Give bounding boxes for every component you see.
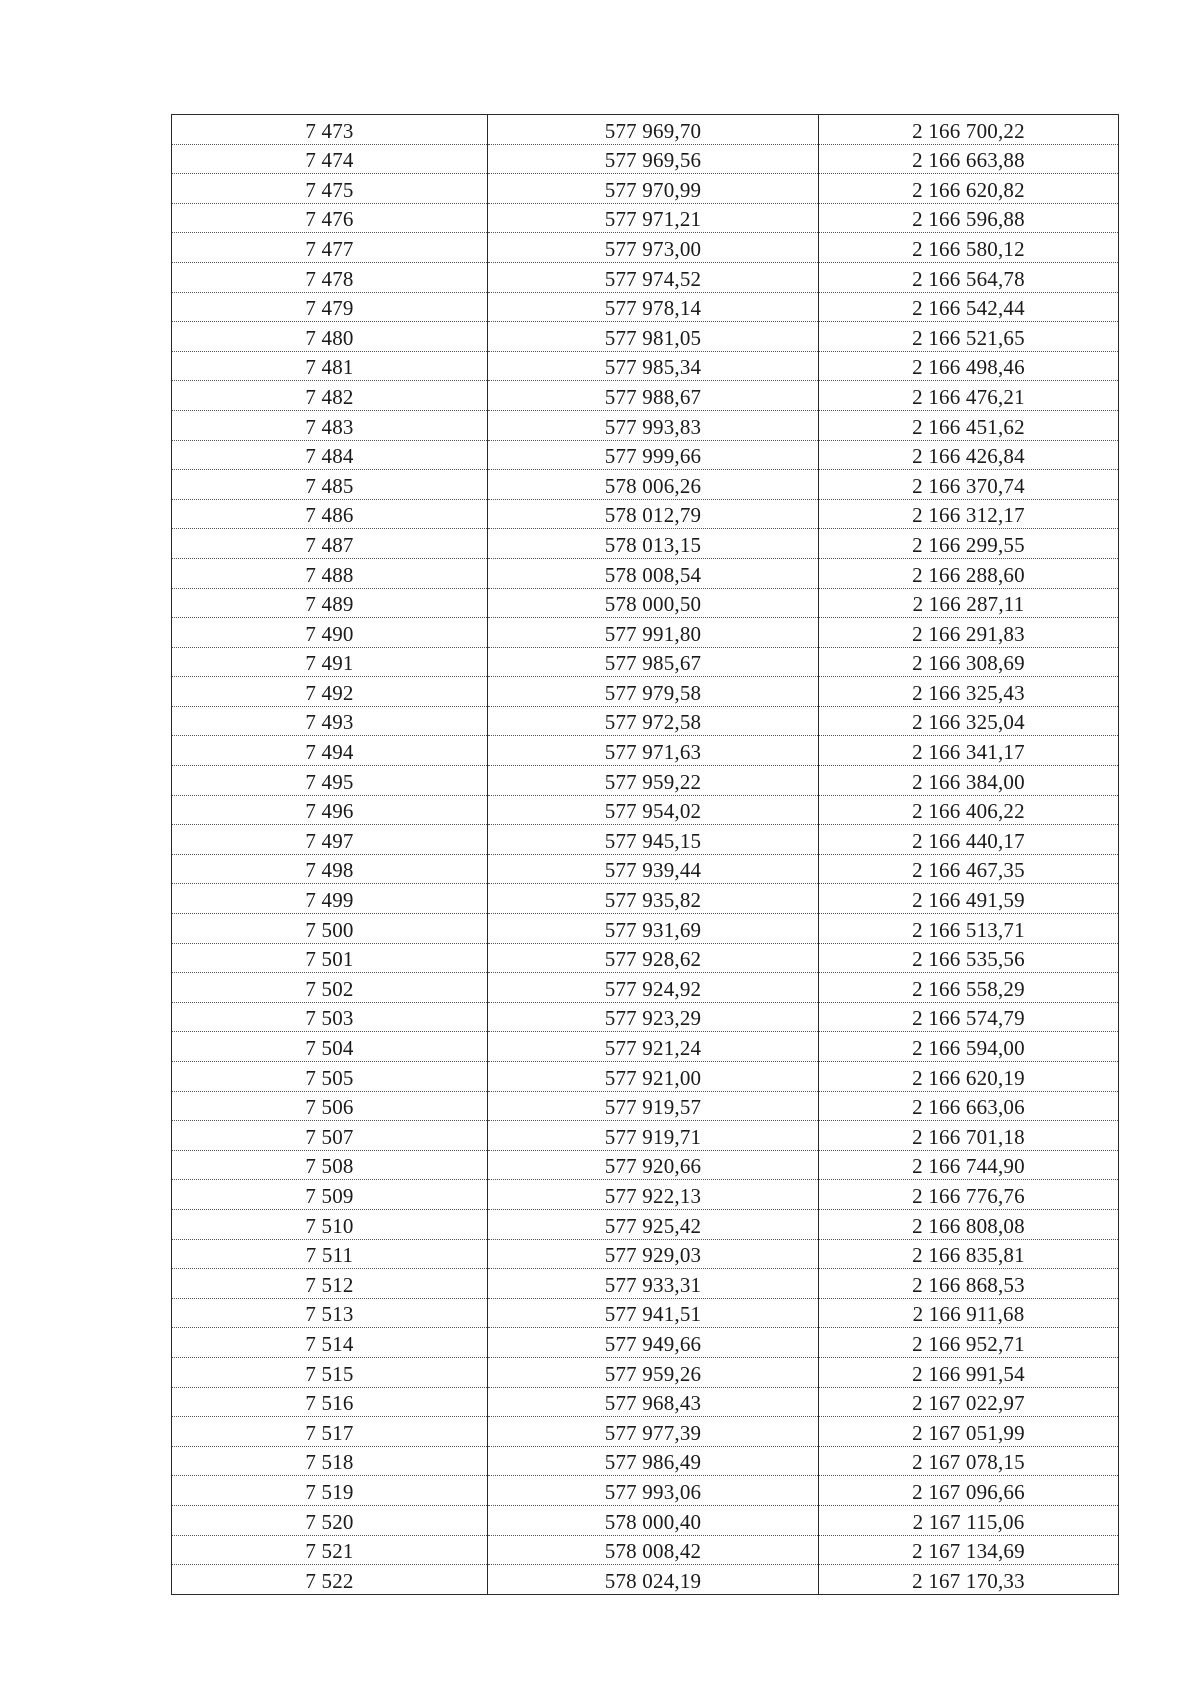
y-coordinate-cell: 2 166 384,00 <box>819 766 1119 796</box>
point-number-cell: 7 521 <box>172 1535 488 1565</box>
table-row <box>172 588 1119 618</box>
table-row <box>172 1535 1119 1565</box>
y-coordinate-cell: 2 167 134,69 <box>819 1535 1119 1565</box>
table-row <box>172 351 1119 381</box>
x-coordinate-cell: 577 974,52 <box>488 262 819 292</box>
table-row <box>172 262 1119 292</box>
point-number-cell: 7 492 <box>172 677 488 707</box>
y-coordinate-cell: 2 166 663,06 <box>819 1091 1119 1121</box>
table-row <box>172 1032 1119 1062</box>
x-coordinate-cell: 577 924,92 <box>488 973 819 1003</box>
y-coordinate-cell: 2 166 467,35 <box>819 854 1119 884</box>
x-coordinate-cell: 577 954,02 <box>488 795 819 825</box>
y-coordinate-cell: 2 166 299,55 <box>819 529 1119 559</box>
table-row <box>172 440 1119 470</box>
table-row <box>172 854 1119 884</box>
table-row <box>172 144 1119 174</box>
x-coordinate-cell: 577 928,62 <box>488 943 819 973</box>
table-row <box>172 1209 1119 1239</box>
x-coordinate-cell: 577 959,22 <box>488 766 819 796</box>
x-coordinate-cell: 577 969,56 <box>488 144 819 174</box>
point-number-cell: 7 508 <box>172 1150 488 1180</box>
table-row <box>172 973 1119 1003</box>
x-coordinate-cell: 577 986,49 <box>488 1446 819 1476</box>
table-row <box>172 1062 1119 1092</box>
y-coordinate-cell: 2 167 170,33 <box>819 1565 1119 1595</box>
y-coordinate-cell: 2 166 535,56 <box>819 943 1119 973</box>
point-number-cell: 7 517 <box>172 1417 488 1447</box>
point-number-cell: 7 509 <box>172 1180 488 1210</box>
point-number-cell: 7 489 <box>172 588 488 618</box>
x-coordinate-cell: 577 981,05 <box>488 322 819 352</box>
x-coordinate-cell: 577 985,67 <box>488 647 819 677</box>
coordinates-table-body <box>172 115 1119 1595</box>
y-coordinate-cell: 2 166 558,29 <box>819 973 1119 1003</box>
x-coordinate-cell: 578 012,79 <box>488 499 819 529</box>
point-number-cell: 7 522 <box>172 1565 488 1595</box>
point-number-cell: 7 503 <box>172 1002 488 1032</box>
y-coordinate-cell: 2 166 325,04 <box>819 706 1119 736</box>
point-number-cell: 7 502 <box>172 973 488 1003</box>
table-row <box>172 1565 1119 1595</box>
y-coordinate-cell: 2 166 325,43 <box>819 677 1119 707</box>
point-number-cell: 7 474 <box>172 144 488 174</box>
table-row <box>172 499 1119 529</box>
point-number-cell: 7 483 <box>172 410 488 440</box>
x-coordinate-cell: 577 969,70 <box>488 115 819 145</box>
x-coordinate-cell: 578 000,50 <box>488 588 819 618</box>
point-number-cell: 7 505 <box>172 1062 488 1092</box>
y-coordinate-cell: 2 166 701,18 <box>819 1121 1119 1151</box>
x-coordinate-cell: 577 939,44 <box>488 854 819 884</box>
point-number-cell: 7 491 <box>172 647 488 677</box>
x-coordinate-cell: 577 949,66 <box>488 1328 819 1358</box>
y-coordinate-cell: 2 166 580,12 <box>819 233 1119 263</box>
point-number-cell: 7 511 <box>172 1239 488 1269</box>
point-number-cell: 7 516 <box>172 1387 488 1417</box>
y-coordinate-cell: 2 166 370,74 <box>819 470 1119 500</box>
y-coordinate-cell: 2 167 022,97 <box>819 1387 1119 1417</box>
point-number-cell: 7 513 <box>172 1298 488 1328</box>
y-coordinate-cell: 2 166 744,90 <box>819 1150 1119 1180</box>
y-coordinate-cell: 2 166 476,21 <box>819 381 1119 411</box>
x-coordinate-cell: 578 024,19 <box>488 1565 819 1595</box>
point-number-cell: 7 494 <box>172 736 488 766</box>
table-row <box>172 233 1119 263</box>
y-coordinate-cell: 2 166 287,11 <box>819 588 1119 618</box>
x-coordinate-cell: 577 925,42 <box>488 1209 819 1239</box>
point-number-cell: 7 519 <box>172 1476 488 1506</box>
y-coordinate-cell: 2 166 491,59 <box>819 884 1119 914</box>
y-coordinate-cell: 2 166 312,17 <box>819 499 1119 529</box>
x-coordinate-cell: 577 978,14 <box>488 292 819 322</box>
y-coordinate-cell: 2 166 341,17 <box>819 736 1119 766</box>
point-number-cell: 7 475 <box>172 174 488 204</box>
point-number-cell: 7 477 <box>172 233 488 263</box>
y-coordinate-cell: 2 166 288,60 <box>819 558 1119 588</box>
table-row <box>172 1298 1119 1328</box>
table-row <box>172 174 1119 204</box>
y-coordinate-cell: 2 167 051,99 <box>819 1417 1119 1447</box>
point-number-cell: 7 482 <box>172 381 488 411</box>
table-row <box>172 470 1119 500</box>
table-row <box>172 1387 1119 1417</box>
table-row <box>172 1002 1119 1032</box>
point-number-cell: 7 486 <box>172 499 488 529</box>
point-number-cell: 7 518 <box>172 1446 488 1476</box>
table-row <box>172 618 1119 648</box>
y-coordinate-cell: 2 167 096,66 <box>819 1476 1119 1506</box>
table-row <box>172 1180 1119 1210</box>
y-coordinate-cell: 2 166 620,82 <box>819 174 1119 204</box>
point-number-cell: 7 497 <box>172 825 488 855</box>
y-coordinate-cell: 2 166 406,22 <box>819 795 1119 825</box>
x-coordinate-cell: 577 931,69 <box>488 914 819 944</box>
table-row <box>172 1269 1119 1299</box>
point-number-cell: 7 484 <box>172 440 488 470</box>
table-row <box>172 381 1119 411</box>
table-row <box>172 1357 1119 1387</box>
table-row <box>172 647 1119 677</box>
x-coordinate-cell: 577 999,66 <box>488 440 819 470</box>
point-number-cell: 7 478 <box>172 262 488 292</box>
x-coordinate-cell: 577 941,51 <box>488 1298 819 1328</box>
table-row <box>172 943 1119 973</box>
point-number-cell: 7 480 <box>172 322 488 352</box>
x-coordinate-cell: 577 919,71 <box>488 1121 819 1151</box>
x-coordinate-cell: 577 988,67 <box>488 381 819 411</box>
point-number-cell: 7 504 <box>172 1032 488 1062</box>
y-coordinate-cell: 2 166 663,88 <box>819 144 1119 174</box>
point-number-cell: 7 520 <box>172 1505 488 1535</box>
point-number-cell: 7 493 <box>172 706 488 736</box>
table-row <box>172 558 1119 588</box>
table-row <box>172 529 1119 559</box>
y-coordinate-cell: 2 166 451,62 <box>819 410 1119 440</box>
point-number-cell: 7 501 <box>172 943 488 973</box>
y-coordinate-cell: 2 166 291,83 <box>819 618 1119 648</box>
point-number-cell: 7 514 <box>172 1328 488 1358</box>
y-coordinate-cell: 2 166 596,88 <box>819 203 1119 233</box>
point-number-cell: 7 476 <box>172 203 488 233</box>
table-row <box>172 410 1119 440</box>
x-coordinate-cell: 577 971,63 <box>488 736 819 766</box>
y-coordinate-cell: 2 166 513,71 <box>819 914 1119 944</box>
point-number-cell: 7 490 <box>172 618 488 648</box>
point-number-cell: 7 495 <box>172 766 488 796</box>
point-number-cell: 7 507 <box>172 1121 488 1151</box>
x-coordinate-cell: 577 921,24 <box>488 1032 819 1062</box>
x-coordinate-cell: 577 920,66 <box>488 1150 819 1180</box>
table-row <box>172 884 1119 914</box>
point-number-cell: 7 506 <box>172 1091 488 1121</box>
y-coordinate-cell: 2 166 564,78 <box>819 262 1119 292</box>
y-coordinate-cell: 2 166 620,19 <box>819 1062 1119 1092</box>
x-coordinate-cell: 578 008,54 <box>488 558 819 588</box>
y-coordinate-cell: 2 166 440,17 <box>819 825 1119 855</box>
point-number-cell: 7 498 <box>172 854 488 884</box>
x-coordinate-cell: 577 971,21 <box>488 203 819 233</box>
y-coordinate-cell: 2 166 952,71 <box>819 1328 1119 1358</box>
point-number-cell: 7 510 <box>172 1209 488 1239</box>
x-coordinate-cell: 577 921,00 <box>488 1062 819 1092</box>
point-number-cell: 7 500 <box>172 914 488 944</box>
table-row <box>172 203 1119 233</box>
y-coordinate-cell: 2 166 991,54 <box>819 1357 1119 1387</box>
x-coordinate-cell: 577 945,15 <box>488 825 819 855</box>
table-row <box>172 766 1119 796</box>
point-number-cell: 7 487 <box>172 529 488 559</box>
table-row <box>172 1121 1119 1151</box>
x-coordinate-cell: 577 959,26 <box>488 1357 819 1387</box>
y-coordinate-cell: 2 166 700,22 <box>819 115 1119 145</box>
point-number-cell: 7 499 <box>172 884 488 914</box>
x-coordinate-cell: 577 923,29 <box>488 1002 819 1032</box>
table-row <box>172 706 1119 736</box>
x-coordinate-cell: 577 935,82 <box>488 884 819 914</box>
y-coordinate-cell: 2 166 835,81 <box>819 1239 1119 1269</box>
table-row <box>172 1446 1119 1476</box>
table-row <box>172 1505 1119 1535</box>
x-coordinate-cell: 577 993,06 <box>488 1476 819 1506</box>
point-number-cell: 7 473 <box>172 115 488 145</box>
table-row <box>172 914 1119 944</box>
y-coordinate-cell: 2 166 574,79 <box>819 1002 1119 1032</box>
x-coordinate-cell: 577 973,00 <box>488 233 819 263</box>
y-coordinate-cell: 2 166 542,44 <box>819 292 1119 322</box>
x-coordinate-cell: 577 933,31 <box>488 1269 819 1299</box>
x-coordinate-cell: 577 977,39 <box>488 1417 819 1447</box>
y-coordinate-cell: 2 166 776,76 <box>819 1180 1119 1210</box>
x-coordinate-cell: 577 970,99 <box>488 174 819 204</box>
x-coordinate-cell: 577 991,80 <box>488 618 819 648</box>
table-row <box>172 825 1119 855</box>
point-number-cell: 7 481 <box>172 351 488 381</box>
y-coordinate-cell: 2 166 868,53 <box>819 1269 1119 1299</box>
x-coordinate-cell: 577 929,03 <box>488 1239 819 1269</box>
x-coordinate-cell: 577 922,13 <box>488 1180 819 1210</box>
point-number-cell: 7 496 <box>172 795 488 825</box>
point-number-cell: 7 512 <box>172 1269 488 1299</box>
coordinates-table <box>171 114 1119 1595</box>
table-row <box>172 736 1119 766</box>
x-coordinate-cell: 577 993,83 <box>488 410 819 440</box>
table-row <box>172 795 1119 825</box>
table-row <box>172 1328 1119 1358</box>
table-row <box>172 1091 1119 1121</box>
table-row <box>172 1476 1119 1506</box>
x-coordinate-cell: 578 008,42 <box>488 1535 819 1565</box>
point-number-cell: 7 488 <box>172 558 488 588</box>
y-coordinate-cell: 2 166 308,69 <box>819 647 1119 677</box>
y-coordinate-cell: 2 166 521,65 <box>819 322 1119 352</box>
x-coordinate-cell: 577 968,43 <box>488 1387 819 1417</box>
y-coordinate-cell: 2 166 594,00 <box>819 1032 1119 1062</box>
table-row <box>172 1150 1119 1180</box>
y-coordinate-cell: 2 167 115,06 <box>819 1505 1119 1535</box>
point-number-cell: 7 485 <box>172 470 488 500</box>
y-coordinate-cell: 2 166 498,46 <box>819 351 1119 381</box>
x-coordinate-cell: 577 919,57 <box>488 1091 819 1121</box>
table-row <box>172 322 1119 352</box>
x-coordinate-cell: 578 000,40 <box>488 1505 819 1535</box>
point-number-cell: 7 515 <box>172 1357 488 1387</box>
point-number-cell: 7 479 <box>172 292 488 322</box>
table-row <box>172 115 1119 145</box>
x-coordinate-cell: 578 006,26 <box>488 470 819 500</box>
x-coordinate-cell: 577 972,58 <box>488 706 819 736</box>
x-coordinate-cell: 577 985,34 <box>488 351 819 381</box>
table-row <box>172 1417 1119 1447</box>
y-coordinate-cell: 2 166 911,68 <box>819 1298 1119 1328</box>
table-row <box>172 677 1119 707</box>
y-coordinate-cell: 2 166 808,08 <box>819 1209 1119 1239</box>
x-coordinate-cell: 578 013,15 <box>488 529 819 559</box>
table-row <box>172 1239 1119 1269</box>
table-row <box>172 292 1119 322</box>
x-coordinate-cell: 577 979,58 <box>488 677 819 707</box>
y-coordinate-cell: 2 166 426,84 <box>819 440 1119 470</box>
y-coordinate-cell: 2 167 078,15 <box>819 1446 1119 1476</box>
